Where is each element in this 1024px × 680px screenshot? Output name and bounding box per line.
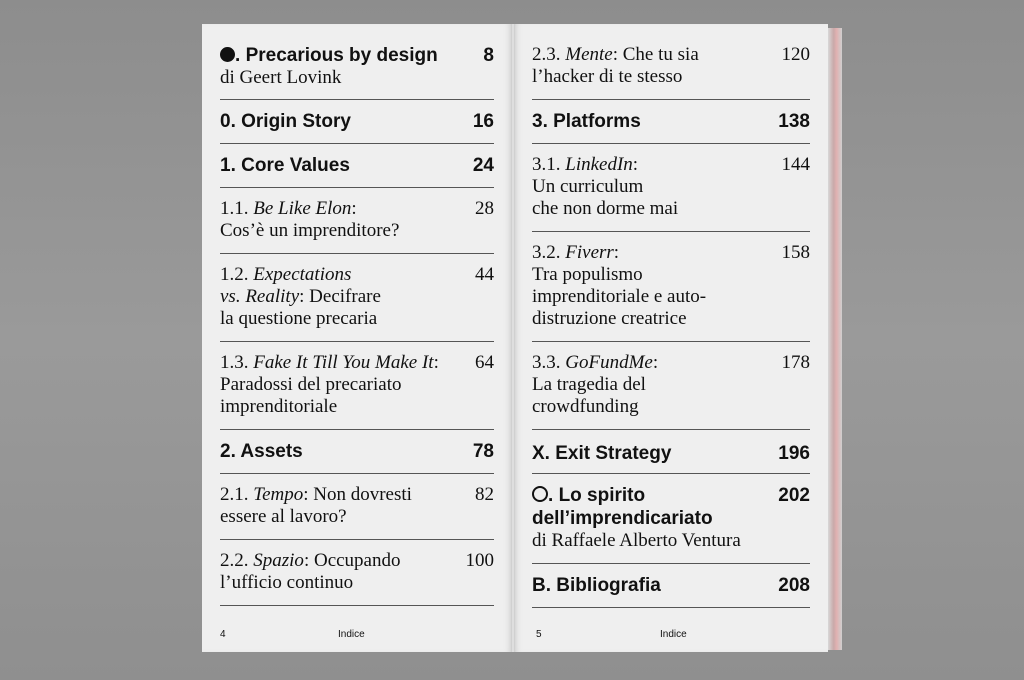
toc-entry-1-3[interactable]: 1.3. Fake It Till You Make It: Paradossi del precariato imprenditoriale 64 <box>220 342 494 430</box>
page-number: 158 <box>781 242 810 263</box>
page-number: 82 <box>475 484 494 505</box>
footer-page-number: 4 <box>220 629 226 640</box>
toc-entry-platforms[interactable]: 3. Platforms 138 <box>532 100 810 144</box>
toc-entry-precarious-by-design[interactable]: . Precarious by design di Geert Lovink 8 <box>220 24 494 100</box>
toc-entry-assets[interactable]: 2. Assets 78 <box>220 430 494 474</box>
toc-entry-3-1[interactable]: 3.1. LinkedIn: Un curriculum che non dorme mai 144 <box>532 144 810 232</box>
footer-label: Indice <box>660 629 687 640</box>
open-circle-icon <box>532 486 548 502</box>
toc-entry-2-1[interactable]: 2.1. Tempo: Non dovresti essere al lavoro? 82 <box>220 474 494 540</box>
toc-entry-2-3[interactable]: 2.3. Mente: Che tu sia l’hacker di te stesso 120 <box>532 24 810 100</box>
footer-page-number: 5 <box>536 629 542 640</box>
page-number: 208 <box>778 575 810 596</box>
left-page <box>202 24 512 652</box>
page-number: 64 <box>475 352 494 373</box>
page-number: 120 <box>781 44 810 65</box>
toc-entry-exit-strategy[interactable]: X. Exit Strategy 196 <box>532 430 810 474</box>
toc-entry-core-values[interactable]: 1. Core Values 24 <box>220 144 494 188</box>
page-number: 8 <box>483 45 494 66</box>
page-edges <box>828 28 842 650</box>
page-number: 16 <box>472 111 494 132</box>
page-number: 202 <box>778 485 810 506</box>
page-number: 78 <box>472 441 494 462</box>
page-number: 138 <box>778 111 810 132</box>
footer-label: Indice <box>338 629 365 640</box>
toc-entry-1-2[interactable]: 1.2. Expectations vs. Reality: Decifrare la questione precaria 44 <box>220 254 494 342</box>
toc-entry-bibliografia[interactable]: B. Bibliografia 208 <box>532 564 810 608</box>
page-number: 44 <box>475 264 494 285</box>
toc-entry-3-2[interactable]: 3.2. Fiverr: Tra populismo imprenditoriale e auto- distruzione creatrice 158 <box>532 232 810 342</box>
page-number: 100 <box>465 550 494 571</box>
toc-entry-lo-spirito[interactable]: . Lo spirito dell’imprendicariato di Raffaele Alberto Ventura 202 <box>532 474 810 564</box>
toc-entry-1-1[interactable]: 1.1. Be Like Elon: Cos’è un imprenditore? 28 <box>220 188 494 254</box>
page-number: 178 <box>781 352 810 373</box>
toc-entry-2-2[interactable]: 2.2. Spazio: Occupando l’ufficio continuo 100 <box>220 540 494 606</box>
right-page <box>514 24 828 652</box>
toc-entry-origin-story[interactable]: 0. Origin Story 16 <box>220 100 494 144</box>
page-number: 196 <box>778 443 810 464</box>
page-number: 24 <box>472 155 494 176</box>
page-number: 144 <box>781 154 810 175</box>
filled-circle-icon <box>220 47 235 62</box>
book-gutter <box>511 24 515 652</box>
page-number: 28 <box>475 198 494 219</box>
toc-entry-3-3[interactable]: 3.3. GoFundMe: La tragedia del crowdfunding 178 <box>532 342 810 430</box>
